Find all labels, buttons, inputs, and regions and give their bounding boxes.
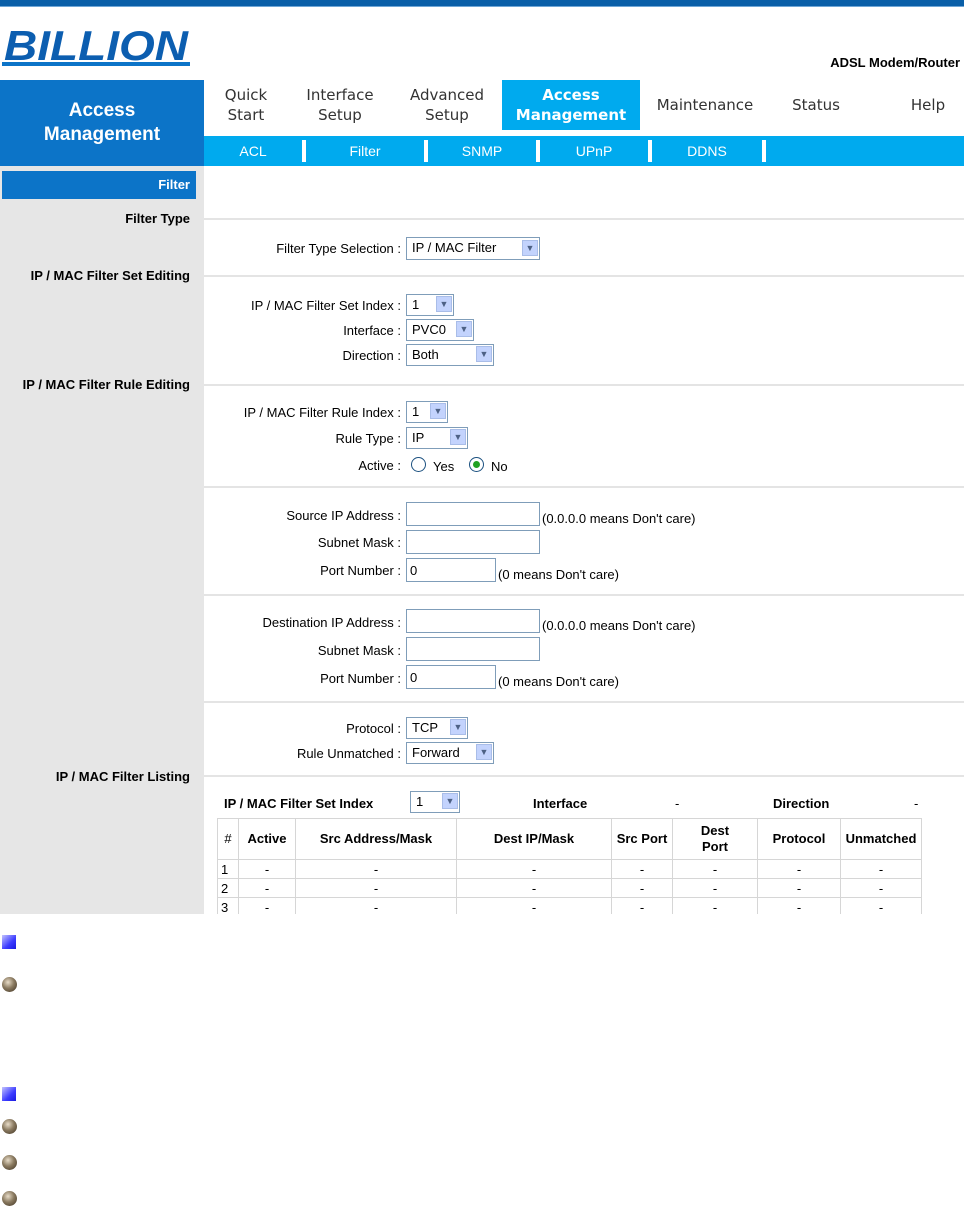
rule-index-select[interactable]: [406, 401, 448, 423]
protocol-label: Protocol :: [346, 721, 401, 736]
cell: -: [758, 860, 841, 879]
sidebar-set-editing: IP / MAC Filter Set Editing: [30, 268, 190, 283]
ball-bullet-icon: [2, 1155, 17, 1170]
interface-select[interactable]: [406, 319, 474, 341]
cell: -: [673, 879, 758, 898]
col-src-port: Src Port: [612, 819, 673, 860]
sidebar-rule-editing: IP / MAC Filter Rule Editing: [22, 377, 190, 392]
cell: -: [457, 879, 612, 898]
cell: -: [296, 860, 457, 879]
listing-set-index-label: IP / MAC Filter Set Index: [224, 796, 374, 811]
sidebar-filter-type: Filter Type: [125, 211, 190, 226]
chevron-down-icon: ▼: [450, 719, 466, 735]
filter-listing-table: [217, 818, 922, 917]
nav-label: Quick: [224, 86, 268, 104]
rule-unmatched-label: Rule Unmatched :: [296, 746, 401, 761]
cell: -: [841, 879, 922, 898]
subnav-separator: [762, 140, 766, 162]
dest-ip-label: Destination IP Address :: [262, 615, 401, 630]
cell: -: [612, 860, 673, 879]
cell: -: [673, 860, 758, 879]
nav-help[interactable]: [892, 80, 964, 130]
cell: -: [673, 898, 758, 917]
table-row: [218, 860, 922, 879]
active-label: Active :: [358, 458, 401, 473]
listing-direction-label: Direction: [773, 796, 830, 811]
sidebar-filter-listing: IP / MAC Filter Listing: [55, 769, 190, 784]
chevron-down-icon: ▼: [430, 403, 446, 419]
dest-port-input[interactable]: [406, 665, 496, 689]
chevron-down-icon: ▼: [450, 429, 466, 445]
rule-index-label: IP / MAC Filter Rule Index :: [243, 405, 401, 420]
active-no-label: No: [491, 459, 508, 474]
cell: -: [758, 879, 841, 898]
col-dest-port-label: Dest Port: [700, 823, 730, 854]
col-active: Active: [239, 819, 296, 860]
billion-logo: [2, 24, 190, 70]
cell: -: [612, 898, 673, 917]
sidebar-current-filter: Filter: [2, 171, 196, 199]
nav-maintenance[interactable]: [640, 80, 770, 130]
screenshot-crop-area: [204, 914, 964, 1212]
section-title-line2: Management: [43, 124, 161, 145]
cell: -: [296, 898, 457, 917]
rule-unmatched-select[interactable]: [406, 742, 494, 764]
cell: -: [239, 860, 296, 879]
sub-nav: [204, 136, 964, 166]
source-port-hint: (0 means Don't care): [498, 567, 619, 582]
main-nav: [204, 80, 964, 130]
dest-mask-label: Subnet Mask :: [317, 643, 401, 658]
dest-mask-input[interactable]: [406, 637, 540, 661]
ball-bullet-icon: [2, 1191, 17, 1206]
rule-index-value: 1: [412, 404, 420, 419]
filter-type-value: IP / MAC Filter: [412, 240, 497, 255]
cell: 1: [218, 860, 239, 879]
source-ip-input[interactable]: [406, 502, 540, 526]
listing-direction-value: -: [914, 796, 919, 811]
nav-label: Setup: [318, 106, 362, 124]
chevron-down-icon: ▼: [522, 240, 538, 256]
col-unmatched: Unmatched: [841, 819, 922, 860]
section-divider: [204, 486, 964, 488]
nav-advanced-setup[interactable]: [392, 80, 502, 130]
dest-port-label: Port Number :: [320, 671, 401, 686]
chevron-down-icon: ▼: [476, 346, 492, 362]
dest-ip-input[interactable]: [406, 609, 540, 633]
nav-label: Maintenance: [656, 96, 754, 114]
cell: -: [296, 879, 457, 898]
cell: -: [239, 898, 296, 917]
section-divider: [204, 218, 964, 220]
listing-interface-label: Interface: [533, 796, 588, 811]
top-border: [0, 0, 964, 7]
chevron-down-icon: ▼: [436, 296, 452, 312]
nav-label: Help: [910, 96, 946, 114]
nav-interface-setup[interactable]: [288, 80, 392, 130]
set-index-select[interactable]: [406, 294, 454, 316]
nav-access-management[interactable]: [502, 80, 640, 130]
subnav-acl[interactable]: ACL: [239, 143, 267, 159]
active-no-radio[interactable]: [469, 457, 484, 472]
cell: -: [239, 879, 296, 898]
dest-ip-hint: (0.0.0.0 means Don't care): [542, 618, 696, 633]
subnav-ddns[interactable]: DDNS: [687, 143, 727, 159]
set-index-label: IP / MAC Filter Set Index :: [250, 298, 401, 313]
direction-label: Direction :: [342, 348, 401, 363]
source-port-value: 0: [410, 563, 418, 578]
square-bullet-icon: [2, 1087, 16, 1101]
section-title-line1: Access: [68, 100, 136, 121]
col-src-address: Src Address/Mask: [296, 819, 457, 860]
cell: -: [841, 860, 922, 879]
cell: -: [758, 898, 841, 917]
nav-label: Management: [515, 106, 627, 124]
section-divider: [204, 275, 964, 277]
dest-port-value: 0: [410, 670, 418, 685]
col-dest-ip: Dest IP/Mask: [457, 819, 612, 860]
product-name: ADSL Modem/Router: [830, 55, 960, 70]
col-protocol: Protocol: [758, 819, 841, 860]
cell: -: [457, 898, 612, 917]
nav-label: Status: [792, 96, 840, 114]
source-mask-label: Subnet Mask :: [317, 535, 401, 550]
section-title-block: [0, 80, 204, 166]
nav-label: Advanced: [409, 86, 485, 104]
chevron-down-icon: ▼: [456, 321, 472, 337]
logo-text: BILLION: [4, 24, 190, 69]
direction-value: Both: [412, 347, 439, 362]
active-yes-label: Yes: [433, 459, 455, 474]
direction-select[interactable]: [406, 344, 494, 366]
rule-type-label: Rule Type :: [335, 431, 401, 446]
subnav-filter[interactable]: Filter: [349, 143, 381, 159]
rule-type-value: IP: [412, 430, 425, 445]
section-divider: [204, 384, 964, 386]
interface-label: Interface :: [343, 323, 401, 338]
filter-type-select[interactable]: [406, 237, 540, 260]
section-divider: [204, 775, 964, 777]
source-port-input[interactable]: [406, 558, 496, 582]
ball-bullet-icon: [2, 977, 17, 992]
nav-quick-start[interactable]: [204, 80, 288, 130]
cell: -: [612, 879, 673, 898]
set-index-value: 1: [412, 297, 420, 312]
cell: -: [457, 860, 612, 879]
ball-bullet-icon: [2, 1119, 17, 1134]
square-bullet-icon: [2, 935, 16, 949]
protocol-value: TCP: [412, 720, 438, 735]
source-ip-label: Source IP Address :: [286, 508, 401, 523]
subnav-snmp[interactable]: SNMP: [461, 143, 503, 159]
filter-type-label: Filter Type Selection :: [276, 241, 401, 256]
rule-unmatched-value: Forward: [412, 745, 460, 760]
nav-label: Access: [542, 86, 600, 104]
section-divider: [204, 594, 964, 596]
dest-port-hint: (0 means Don't care): [498, 674, 619, 689]
listing-set-index-select[interactable]: [410, 791, 460, 813]
col-number: #: [218, 819, 239, 860]
interface-value: PVC0: [412, 322, 446, 337]
chevron-down-icon: ▼: [476, 744, 492, 760]
cell: -: [841, 898, 922, 917]
listing-interface-value: -: [675, 796, 680, 811]
cell: 2: [218, 879, 239, 898]
nav-label: Setup: [425, 106, 469, 124]
source-port-label: Port Number :: [320, 563, 401, 578]
subnav-upnp[interactable]: UPnP: [575, 143, 613, 159]
table-row: [218, 879, 922, 898]
source-ip-hint: (0.0.0.0 means Don't care): [542, 511, 696, 526]
col-dest-port: [673, 819, 758, 860]
protocol-select[interactable]: [406, 717, 468, 739]
nav-label: Interface: [306, 86, 374, 104]
active-yes-radio[interactable]: [411, 457, 426, 472]
listing-set-index-value: 1: [416, 794, 424, 809]
section-divider: [204, 701, 964, 703]
rule-type-select[interactable]: [406, 427, 468, 449]
chevron-down-icon: ▼: [442, 793, 458, 809]
nav-status[interactable]: [770, 80, 862, 130]
source-mask-input[interactable]: [406, 530, 540, 554]
cell: 3: [218, 898, 239, 917]
nav-label: Start: [227, 106, 265, 124]
table-header-row: [218, 819, 922, 860]
